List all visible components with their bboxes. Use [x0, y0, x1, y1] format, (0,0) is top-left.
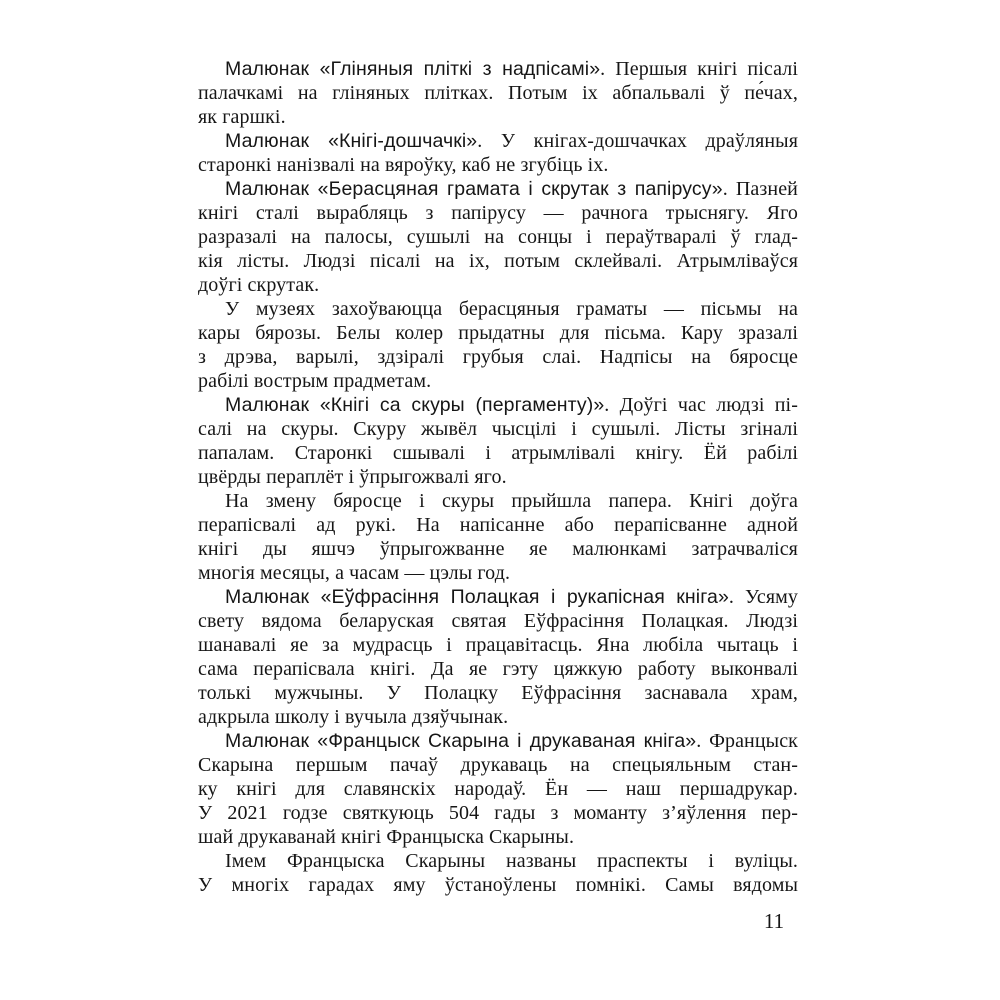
- page-number: 11: [763, 909, 785, 933]
- text-line: У музеях захоўваюцца берасцяныя граматы — пісьмы на: [225, 298, 798, 320]
- text-line: папалам. Старонкі сшывалі і атрымлівалі кнігу. Ёй рабілі: [198, 442, 798, 464]
- text-line: з дрэва, варылі, здзіралі грубыя слаі. Надпісы на бяросце: [198, 346, 798, 368]
- text-line: цвёрды пераплёт і ўпрыгожвалі яго.: [198, 466, 507, 488]
- text-line: доўгі скрутак.: [198, 274, 320, 296]
- paragraph: [198, 729, 798, 849]
- text-line: кія лісты. Людзі пісалі на іх, потым склейвалі. Атрымліваўся: [198, 250, 798, 272]
- figure-caption-label: Малюнак «Еўфрасіння Полацкая і рукапісная кніга»: [225, 586, 729, 608]
- paragraph: [198, 57, 798, 129]
- text-line: шай друкаванай кнігі Францыска Скарыны.: [198, 826, 575, 848]
- text-line: рабілі вострым прадметам.: [198, 370, 432, 392]
- text-line: У многіх гарадах яму ўстаноўлены помнікі. Самы вядомы: [198, 874, 798, 896]
- text-line: старонкі нанізвалі на вяроўку, каб не згубіць іх.: [198, 154, 609, 176]
- text-line: На змену бяросце і скуры прыйшла папера. Кнігі доўга: [225, 490, 798, 512]
- text-line: Малюнак «Кнігі-дошчачкі». У кнігах-дошчачках драўляныя: [225, 130, 799, 152]
- text-line: У 2021 годзе святкуюць 504 гады з моманту з’яўлення пер-: [198, 802, 798, 824]
- figure-caption-label: Малюнак «Кнігі-дошчачкі»: [225, 130, 478, 152]
- text-line: Малюнак «Берасцяная грамата і скрутак з папірусу». Пазней: [225, 178, 798, 200]
- text-line: Скарына першым пачаў друкаваць на спецыяльным стан-: [198, 754, 798, 776]
- figure-caption-label: Малюнак «Францыск Скарына і друкаваная кніга»: [225, 730, 697, 752]
- text-line: свету вядома беларуская святая Еўфрасіння Полацкая. Людзі: [198, 610, 798, 632]
- text-line: адкрыла школу і вучыла дзяўчынак.: [198, 706, 509, 728]
- paragraph: [198, 489, 798, 585]
- text-line: Малюнак «Гліняныя пліткі з надпісамі». Першыя кнігі пісалі: [225, 58, 798, 80]
- paragraph: [198, 177, 798, 297]
- text-line: кнігі сталі вырабляць з папірусу — рачнога трыснягу. Яго: [198, 202, 798, 224]
- text-line: ку кнігі для славянскіх народаў. Ён — наш першадрукар.: [198, 778, 798, 800]
- figure-caption-label: Малюнак «Гліняныя пліткі з надпісамі»: [225, 58, 601, 80]
- text-line: кары бярозы. Белы колер прыдатны для пісьма. Кару зразалі: [198, 322, 798, 344]
- text-line: Імем Францыска Скарыны названы праспекты і вуліцы.: [225, 850, 798, 872]
- text-line: разразалі на палосы, сушылі на сонцы і пераўтваралі ў глад-: [198, 226, 798, 248]
- paragraph: [198, 129, 798, 177]
- text-line: палачкамі на гліняных плітках. Потым іх абпальвалі ў пе́чах,: [198, 82, 798, 104]
- text-line: перапісвалі ад рукі. На напісанне або перапісванне адной: [198, 514, 798, 536]
- text-line: сама перапісвала кнігі. Да яе гэту цяжкую работу выконвалі: [198, 658, 798, 680]
- text-line: толькі мужчыны. У Полацку Еўфрасіння заснавала храм,: [198, 682, 798, 704]
- paragraph: [198, 297, 798, 393]
- text-line: Малюнак «Францыск Скарына і друкаваная кніга». Францыск: [225, 730, 798, 752]
- paragraph: [198, 585, 798, 729]
- text-line: Малюнак «Кнігі са скуры (пергаменту)». Доўгі час людзі пі-: [225, 394, 798, 416]
- text-line: салі на скуры. Скуру жывёл чысцілі і сушылі. Лісты згіналі: [198, 418, 798, 440]
- paragraph: [198, 393, 798, 489]
- text-line: кнігі ды яшчэ ўпрыгожванне яе малюнкамі затрачваліся: [198, 538, 798, 560]
- text-line: як гаршкі.: [198, 106, 286, 128]
- book-page-text-block: [198, 57, 798, 897]
- text-line: шанавалі яе за мудрасць і працавітасць. Яна любіла чытаць і: [198, 634, 798, 656]
- figure-caption-label: Малюнак «Кнігі са скуры (пергаменту)»: [225, 394, 605, 416]
- figure-caption-label: Малюнак «Берасцяная грамата і скрутак з папірусу»: [225, 178, 723, 200]
- text-line: многія месяцы, а часам — цэлы год.: [198, 562, 511, 584]
- text-line: Малюнак «Еўфрасіння Полацкая і рукапісная кніга». Усяму: [225, 586, 798, 608]
- paragraph: [198, 849, 798, 897]
